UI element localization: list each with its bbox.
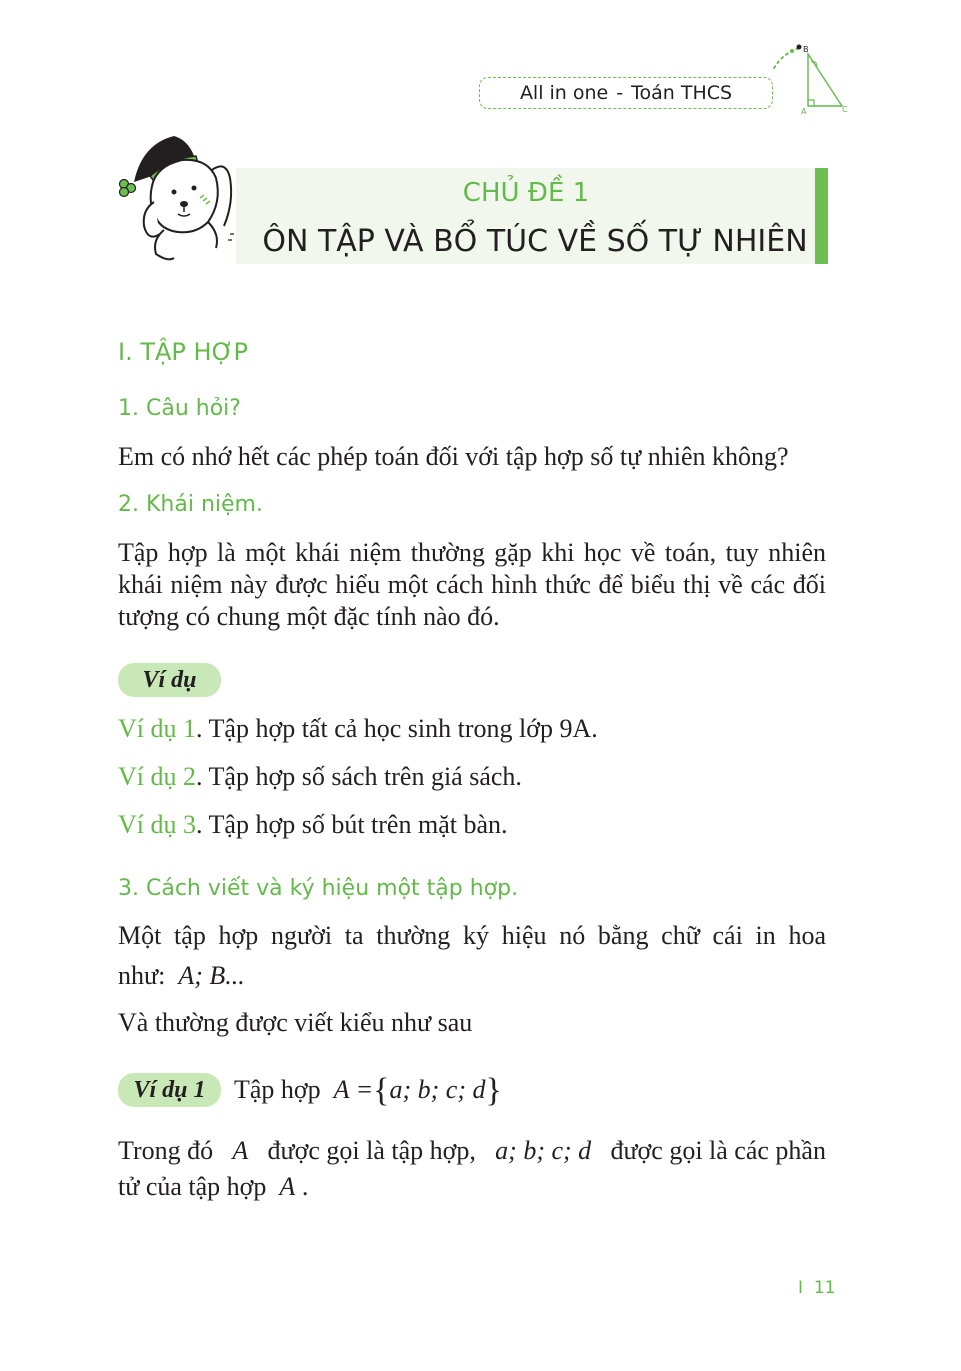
set-example-text: Tập hợp [234, 1075, 321, 1104]
notation-text-line-3: Và thường được viết kiểu như sau [118, 1008, 473, 1037]
triangle-label-a: A [801, 107, 807, 116]
explanation-line-2 [118, 1171, 826, 1203]
chapter-banner [236, 168, 828, 264]
book-title-separator: - [616, 82, 624, 104]
section-heading: I. TẬP HỢP [118, 338, 248, 366]
explanation-math: A [279, 1172, 296, 1201]
banner-accent-bar [815, 168, 828, 264]
example-text: . Tập hợp số sách trên giá sách. [196, 762, 522, 791]
notation-prefix: như: [118, 961, 166, 990]
mascot-dog-icon [112, 130, 242, 266]
set-brace-close: } [485, 1072, 502, 1109]
concept-paragraph: Tập hợp là một khái niệm thường gặp khi học về toán, tuy nhiên khái niệm này được hiểu một cách hình thức để biểu thị về các đối tượng có chung một đặc tính nào đó. [118, 538, 826, 631]
set-example-pill: Ví dụ 1 [118, 1073, 221, 1107]
notation-text-line-1: Một tập hợp người ta thường ký hiệu nó bằng chữ cái in hoa [118, 921, 826, 950]
explanation-text: tử của tập hợp [118, 1172, 267, 1201]
example-text: . Tập hợp tất cả học sinh trong lớp 9A. [196, 714, 598, 743]
subsection-heading-concept: 2. Khái niệm. [118, 492, 263, 517]
page-number-bar: I [798, 1278, 804, 1298]
example-text: . Tập hợp số bút trên mặt bàn. [196, 810, 508, 839]
book-series: All in one [519, 82, 609, 104]
chapter-number: CHỦ ĐỀ 1 [462, 178, 590, 208]
book-subject: Toán THCS [631, 82, 733, 104]
explanation-text: được gọi là các phần [610, 1136, 826, 1165]
explanation-line-1 [118, 1135, 826, 1167]
example-label: Ví dụ 3 [118, 810, 196, 839]
example-pill: Ví dụ [118, 663, 221, 697]
example-line-2 [118, 761, 522, 793]
explanation-text: . [301, 1172, 309, 1201]
explanation-text: được gọi là tập hợp, [267, 1136, 476, 1165]
explanation-math: a; b; c; d [495, 1136, 592, 1165]
example-label: Ví dụ 2 [118, 762, 196, 791]
page-number [798, 1278, 835, 1298]
chapter-title: ÔN TẬP VÀ BỔ TÚC VỀ SỐ TỰ NHIÊN [262, 224, 808, 259]
explanation-text: Trong đó [118, 1136, 214, 1165]
question-text: Em có nhớ hết các phép toán đối với tập hợp số tự nhiên không? [118, 442, 789, 471]
subsection-heading-question: 1. Câu hỏi? [118, 396, 241, 421]
explanation-math: A [232, 1136, 249, 1165]
set-example-line [234, 1074, 502, 1107]
book-title-badge [479, 77, 773, 109]
page-number-value: 11 [813, 1278, 836, 1298]
triangle-label-b: B [803, 45, 809, 54]
example-line-1 [118, 713, 598, 745]
set-math-lhs: A = [333, 1075, 374, 1104]
example-line-3 [118, 809, 508, 841]
triangle-label-c: C [842, 105, 848, 114]
right-triangle-icon [770, 40, 860, 120]
subsection-heading-notation: 3. Cách viết và ký hiệu một tập hợp. [118, 876, 519, 901]
notation-math: A; B... [178, 961, 245, 990]
set-brace-open: { [373, 1072, 390, 1109]
set-math-elements: a; b; c; d [389, 1075, 486, 1104]
example-label: Ví dụ 1 [118, 714, 196, 743]
notation-text-line-2 [118, 960, 826, 992]
